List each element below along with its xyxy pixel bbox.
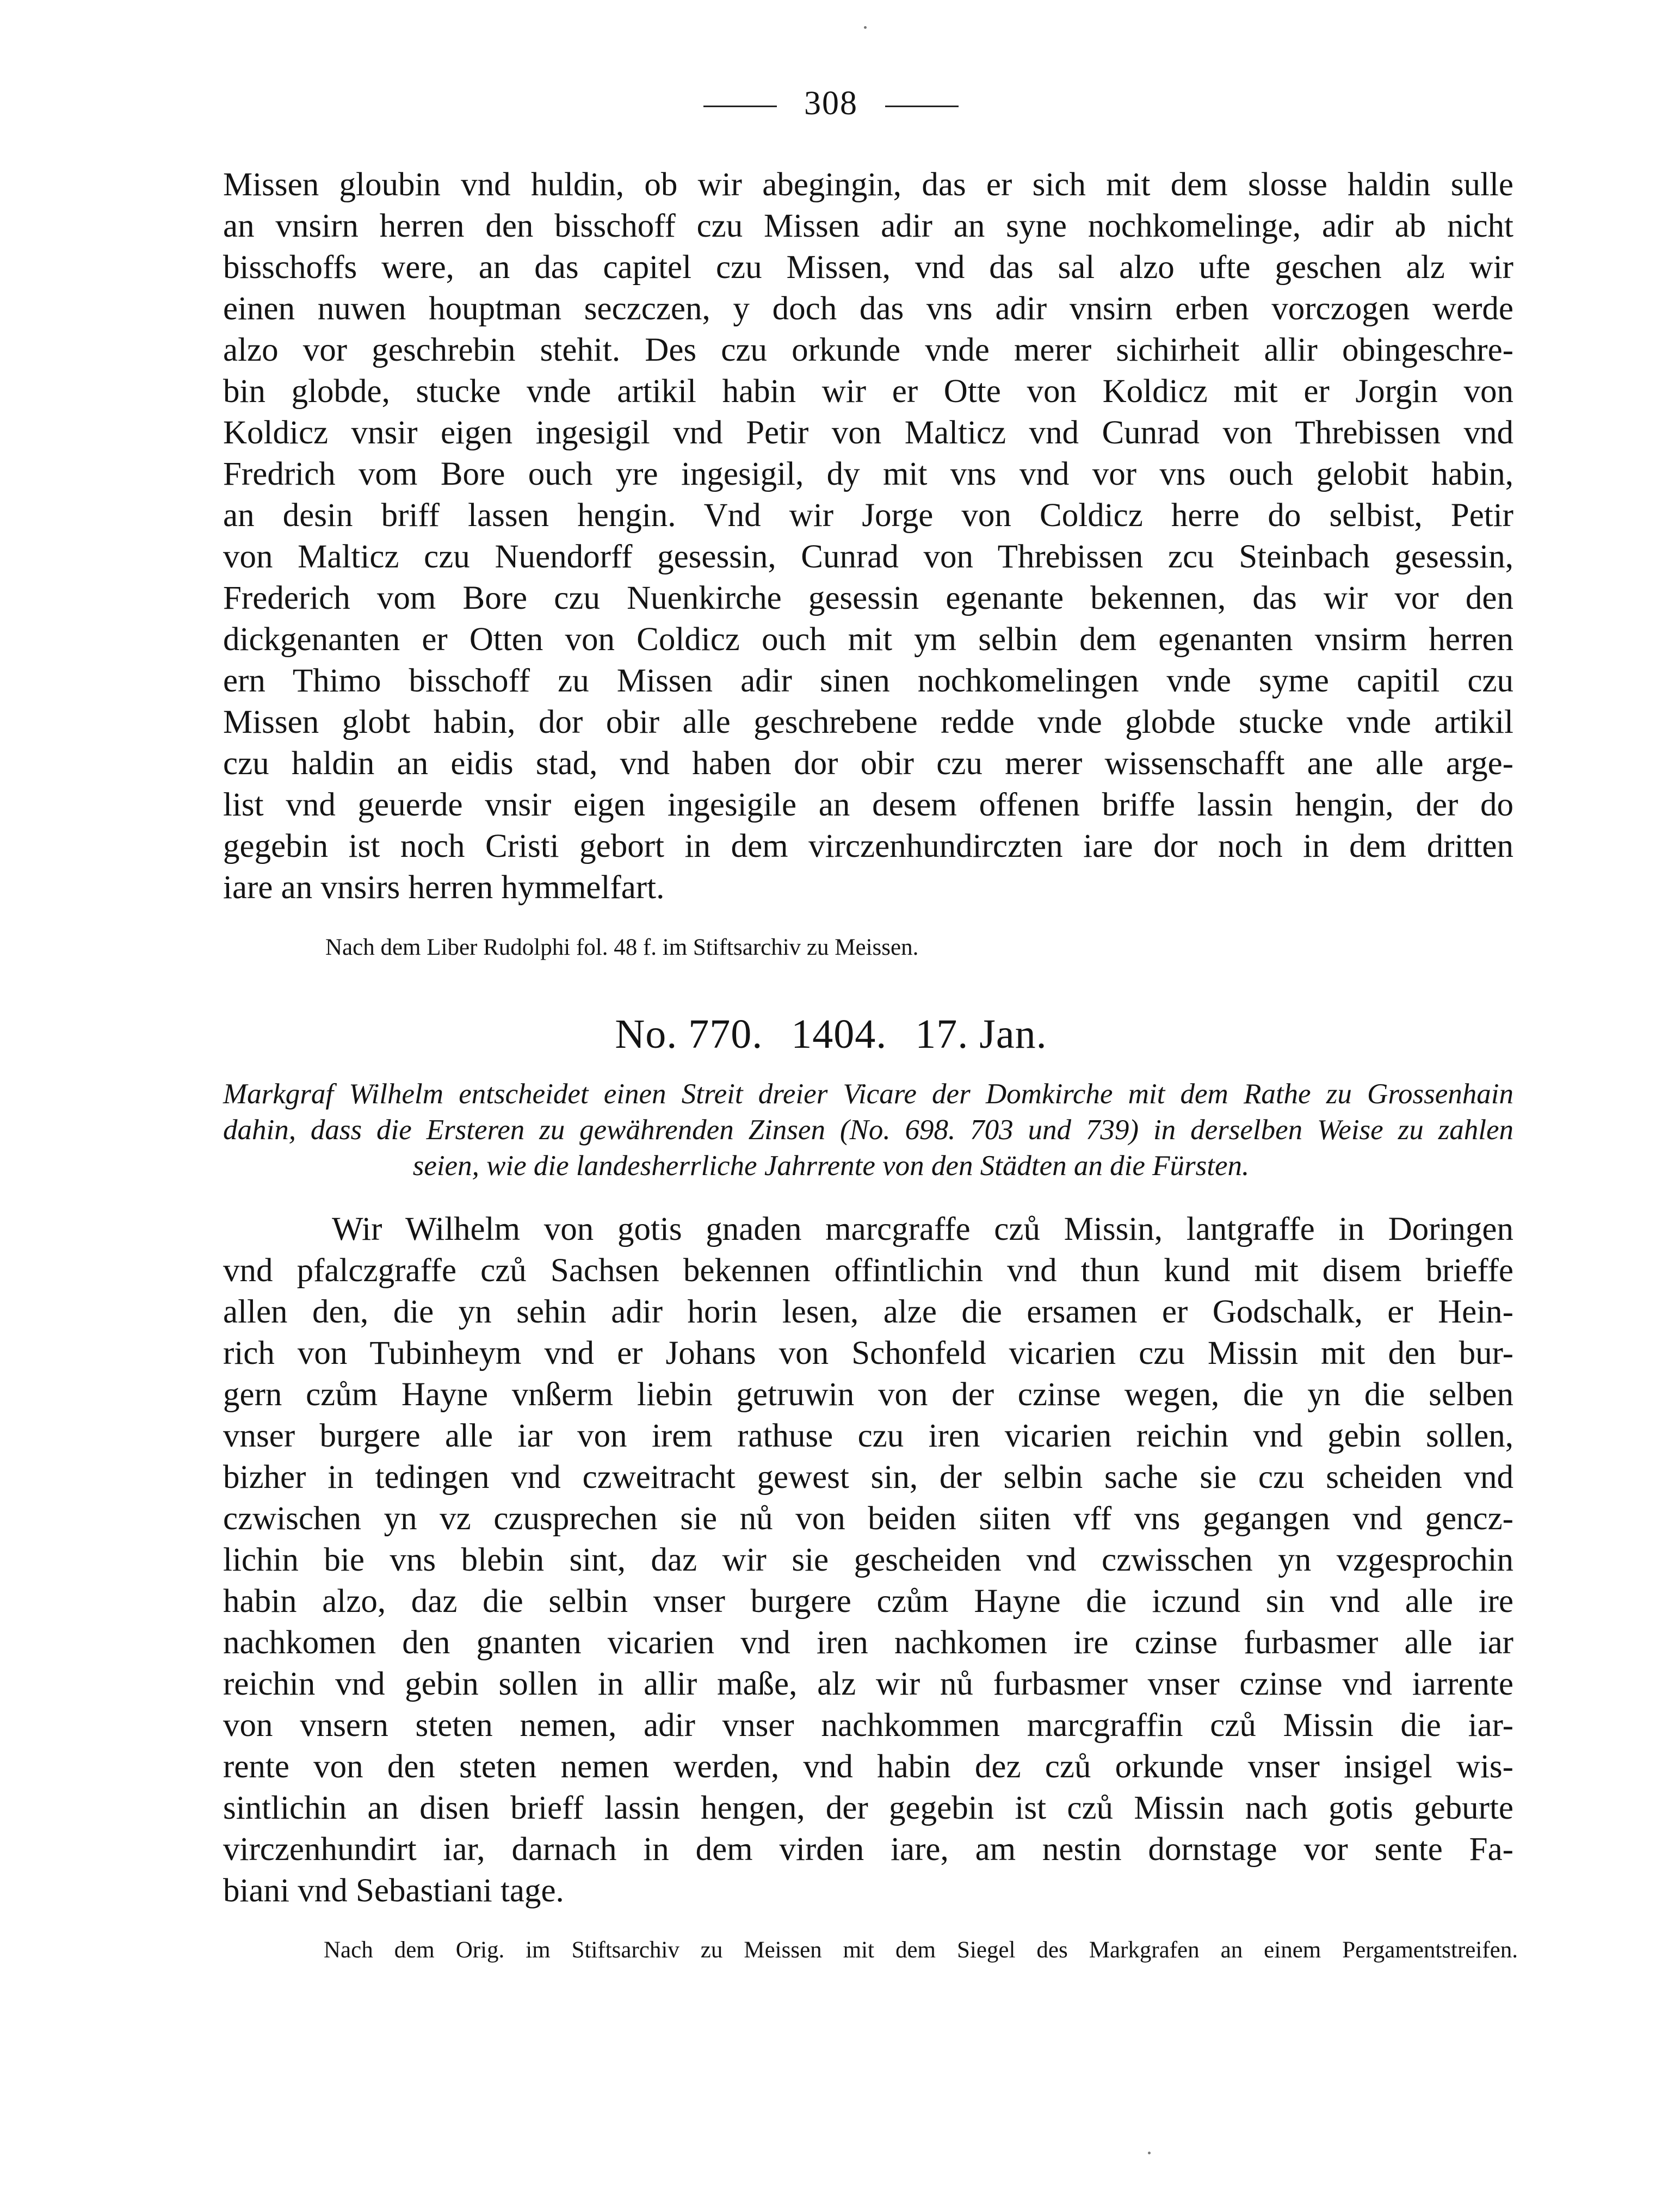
text-line: Wir Wilhelm von gotis gnaden marcgraffe czů Missin, lantgraffe in Doringen [332,1211,1513,1247]
text-line: einen nuwen houptman seczczen, y doch das vns adir vnsirn erben vorczogen werde [223,291,1513,327]
document-date: 17. Jan. [915,1011,1047,1057]
text-line: von Malticz czu Nuendorff gesessin, Cunrad von Threbissen zcu Steinbach gesessin, [223,539,1513,575]
text-line: alzo vor geschrebin stehit. Des czu orkunde vnde merer sichirheit allir obingeschre- [223,332,1513,368]
text-line: czwischen yn vz czusprechen sie nů von beiden siiten vff vns gegangen vnd gencz- [223,1500,1513,1537]
text-line: lichin bie vns blebin sint, daz wir sie gescheiden vnd czwisschen yn vzgesprochin [223,1542,1513,1578]
text-line: gern czům Hayne vnßerm liebin getruwin von der czinse wegen, die yn die selben [223,1376,1513,1413]
text-line: Fredrich vom Bore ouch yre ingesigil, dy mit vns vnd vor vns ouch gelobit habin, [223,456,1513,492]
page-header [0,82,1662,125]
text-line: bizher in tedingen vnd czweitracht gewest sin, der selbin sache sie czu scheiden vnd [223,1459,1513,1496]
text-line: sintlichin an disen brieff lassin hengen, der gegebin ist czů Missin nach gotis geburte [223,1790,1513,1826]
text-line: bisschoffs were, an das capitel czu Missen, vnd das sal alzo ufte geschen alz wir [223,249,1513,286]
text-line: vnd pfalczgraffe czů Sachsen bekennen offintlichin vnd thun kund mit disem brieffe [223,1252,1513,1289]
scan-speck [1148,2152,1151,2154]
text-line: vnser burgere alle iar von irem rathuse czu iren vicarien reichin vnd gebin sollen, [223,1418,1513,1454]
text-line: biani vnd Sebastiani tage. [223,1873,564,1909]
document-number: No. 770. [615,1011,763,1057]
text-line: Missen globt habin, dor obir alle geschrebene redde vnde globde stucke vnde artikil [223,704,1513,740]
text-line: czu haldin an eidis stad, vnd haben dor obir czu merer wissenschafft ane alle arge- [223,745,1513,782]
source-note: Nach dem Liber Rudolphi fol. 48 f. im Stiftsarchiv zu Meissen. [325,935,919,960]
page-number: 308 [804,85,858,122]
header-rule-right [885,106,959,107]
text-line: ern Thimo bisschoff zu Missen adir sinen nochkomelingen vnde syme capitil czu [223,663,1513,699]
text-line: von vnsern steten nemen, adir vnser nachkommen marcgraffin czů Missin die iar- [223,1707,1513,1744]
text-line: Frederich vom Bore czu Nuenkirche gesessin egenante bekennen, das wir vor den [223,580,1513,616]
text-line: gegebin ist noch Cristi gebort in dem virczenhundirczten iare dor noch in dem dritten [223,828,1513,864]
regest-line: Markgraf Wilhelm entscheidet einen Streit dreier Vicare der Domkirche mit dem Rathe zu Grossenhain [223,1078,1513,1110]
text-line: bin globde, stucke vnde artikil habin wir er Otte von Koldicz mit er Jorgin von [223,373,1513,410]
header-rule-left [703,106,777,107]
source-note: Nach dem Orig. im Stiftsarchiv zu Meissen mit dem Siegel des Markgrafen an einem Pergamentstreifen. [324,1937,1518,1963]
scan-speck [864,26,867,29]
text-line: virczenhundirt iar, darnach in dem virden iare, am nestin dornstage vor sente Fa- [223,1831,1513,1868]
text-line: habin alzo, daz die selbin vnser burgere czům Hayne die iczund sin vnd alle ire [223,1583,1513,1620]
text-line: Koldicz vnsir eigen ingesigil vnd Petir von Malticz vnd Cunrad von Threbissen vnd [223,415,1513,451]
text-line: rich von Tubinheym vnd er Johans von Schonfeld vicarien czu Missin mit den bur- [223,1335,1513,1371]
text-line: allen den, die yn sehin adir horin lesen, alze die ersamen er Godschalk, er Hein- [223,1294,1513,1330]
text-line: nachkomen den gnanten vicarien vnd iren nachkomen ire czinse furbasmer alle iar [223,1624,1513,1661]
document-heading [0,1010,1662,1059]
text-line: rente von den steten nemen werden, vnd habin dez czů orkunde vnser insigel wis- [223,1748,1513,1785]
regest-line: dahin, dass die Ersteren zu gewährenden Zinsen (No. 698. 703 und 739) in derselben Weise zu zahlen [223,1114,1513,1146]
text-line: an desin briff lassen hengin. Vnd wir Jorge von Coldicz herre do selbist, Petir [223,497,1513,534]
text-line: list vnd geuerde vnsir eigen ingesigile an desem offenen briffe lassin hengin, der do [223,787,1513,823]
text-line: reichin vnd gebin sollen in allir maße, alz wir nů furbasmer vnser czinse vnd iarrente [223,1666,1513,1702]
document-year: 1404. [791,1011,887,1057]
text-line: dickgenanten er Otten von Coldicz ouch mit ym selbin dem egenanten vnsirm herren [223,621,1513,658]
text-line: an vnsirn herren den bisschoff czu Missen adir an syne nochkomelinge, adir ab nicht [223,208,1513,244]
text-line: iare an vnsirs herren hymmelfart. [223,869,665,906]
text-line: Missen gloubin vnd huldin, ob wir abegingin, das er sich mit dem slosse haldin sulle [223,166,1513,203]
regest-line: seien, wie die landesherrliche Jahrrente von den Städten an die Fürsten. [412,1150,1250,1182]
